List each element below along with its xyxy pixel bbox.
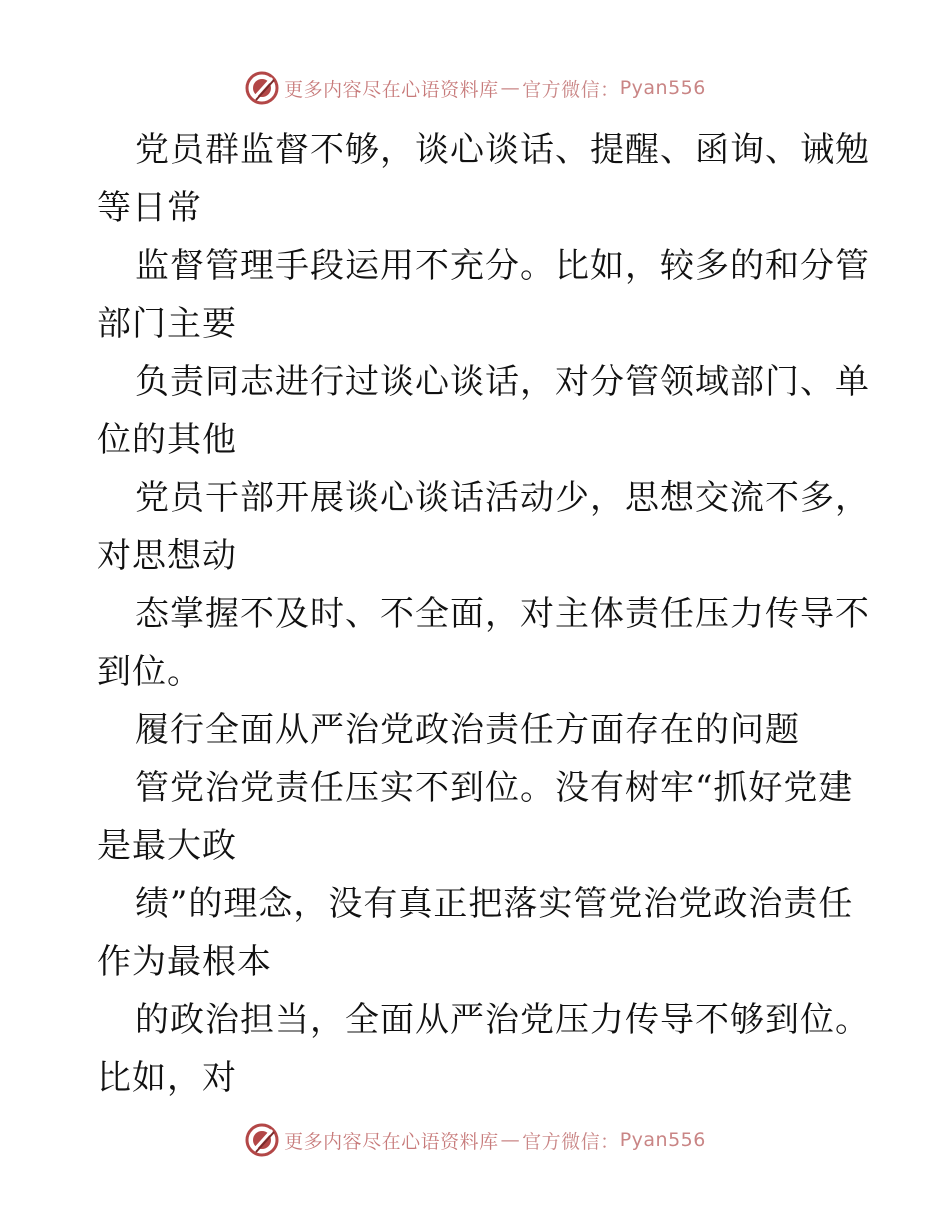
text-line: 态掌握不及时、不全面，对主体责任压力传导不 [135,594,870,634]
text-line: 作为最根本 [97,942,272,982]
text-line: 履行全面从严治党政治责任方面存在的问题 [135,710,800,750]
text-line: 党员干部开展谈心谈话活动少，思想交流不多， [135,478,870,518]
text-line: 绩”的理念，没有真正把落实管党治党政治责任 [135,884,854,924]
watermark-dash: — [500,1129,521,1151]
text-line: 是最大政 [97,826,237,866]
text-line: 位的其他 [97,420,237,460]
text-line: 等日常 [97,188,202,228]
watermark-id: Pyan556 [619,1129,706,1151]
brand-logo-icon [244,70,280,106]
watermark-label: 官方微信： [522,1130,620,1153]
watermark-id: Pyan556 [619,77,706,99]
watermark-dash: — [500,77,521,99]
text-line: 对思想动 [97,536,237,576]
text-line: 负责同志进行过谈心谈话，对分管领域部门、单 [135,362,870,402]
text-line: 管党治党责任压实不到位。没有树牢“抓好党建 [135,768,854,808]
text-line: 党员群监督不够，谈心谈话、提醒、函询、诫勉 [135,130,870,170]
watermark-label: 官方微信： [522,78,620,101]
text-line: 部门主要 [97,304,237,344]
text-line: 的政治担当，全面从严治党压力传导不够到位。 [135,1000,870,1040]
header-watermark [0,68,950,108]
document-body [97,121,870,1107]
watermark-brand: 更多内容尽在心语资料库 [284,1130,499,1153]
text-line: 监督管理手段运用不充分。比如，较多的和分管 [135,246,870,286]
text-line: 比如，对 [97,1058,237,1098]
watermark-brand: 更多内容尽在心语资料库 [284,78,499,101]
footer-watermark [0,1120,950,1160]
text-line: 到位。 [97,652,202,692]
brand-logo-icon [244,1122,280,1158]
